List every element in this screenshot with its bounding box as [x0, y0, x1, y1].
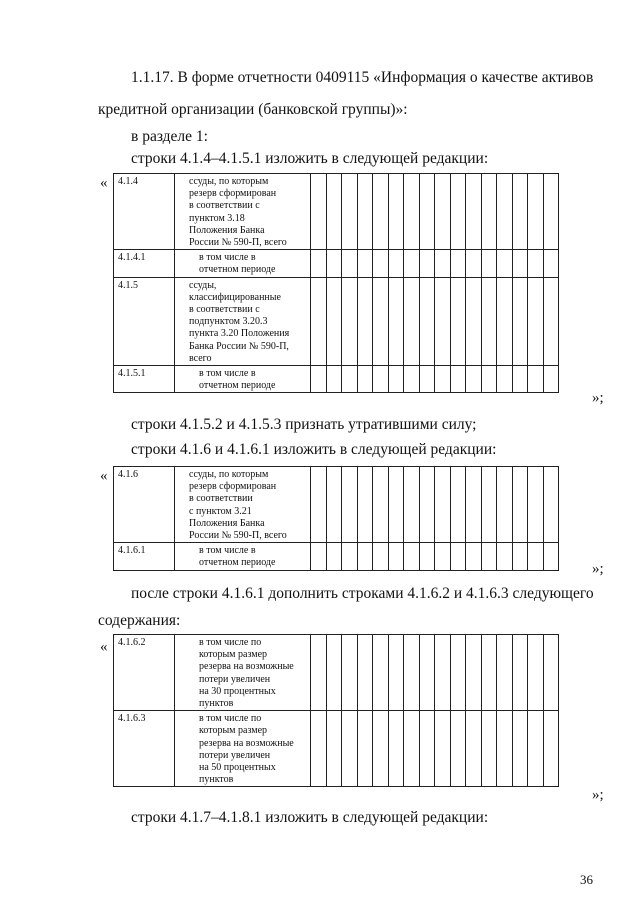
- value-cell: [342, 543, 358, 570]
- table-row: [114, 366, 559, 393]
- value-cell: [326, 250, 342, 277]
- row-description-line: отчетном периоде: [199, 380, 276, 392]
- value-cell: [388, 366, 404, 393]
- report-table-1: [113, 173, 559, 393]
- row-description-line: классифицированные: [189, 291, 281, 303]
- quote-close-2: »;: [592, 561, 604, 577]
- value-cell: [388, 543, 404, 570]
- value-cell: [404, 467, 420, 543]
- value-cell: [357, 467, 373, 543]
- value-cell: [481, 366, 497, 393]
- row-description-line: России № 590-П, всего: [189, 237, 287, 249]
- row-description-line: пунктом 3.18: [189, 212, 245, 224]
- row-description-line: подпунктом 3.20.3: [189, 316, 268, 328]
- value-cell: [450, 366, 466, 393]
- value-cell: [466, 711, 482, 787]
- paragraph-7: строки 4.1.7–4.1.8.1 изложить в следующей редакции:: [131, 809, 489, 826]
- value-cell: [497, 467, 513, 543]
- row-description-line: резерва на возможные: [199, 661, 294, 673]
- table-row: [114, 467, 559, 543]
- row-code: 4.1.6: [114, 467, 175, 543]
- value-cell: [404, 635, 420, 711]
- value-cell: [357, 711, 373, 787]
- value-cell: [512, 543, 528, 570]
- value-cell: [388, 711, 404, 787]
- value-cell: [481, 711, 497, 787]
- row-code: 4.1.5.1: [114, 366, 175, 393]
- value-cell: [357, 277, 373, 365]
- value-cell: [311, 711, 327, 787]
- row-description-line: в том числе по: [199, 713, 262, 725]
- row-description-line: на 50 процентных: [199, 762, 276, 774]
- value-cell: [450, 543, 466, 570]
- value-cell: [342, 277, 358, 365]
- value-cell: [450, 174, 466, 250]
- paragraph-4: строки 4.1.5.2 и 4.1.5.3 признать утратившими силу;: [131, 416, 477, 433]
- row-description-line: ссуды, по которым: [189, 469, 269, 480]
- value-cell: [435, 711, 451, 787]
- value-cell: [481, 250, 497, 277]
- row-code: 4.1.5: [114, 277, 175, 365]
- value-cell: [543, 711, 559, 787]
- value-cell: [342, 711, 358, 787]
- row-description-line: резерв сформирован: [189, 481, 277, 493]
- value-cell: [357, 174, 373, 250]
- value-cell: [466, 250, 482, 277]
- value-cell: [466, 277, 482, 365]
- quote-close-3: »;: [592, 787, 604, 803]
- value-cell: [528, 635, 544, 711]
- value-cell: [419, 366, 435, 393]
- row-description-line: отчетном периоде: [199, 264, 276, 276]
- value-cell: [373, 635, 389, 711]
- value-cell: [543, 277, 559, 365]
- quote-close-1: »;: [592, 390, 604, 406]
- paragraph-2: в разделе 1:: [131, 128, 208, 145]
- value-cell: [435, 366, 451, 393]
- value-cell: [481, 277, 497, 365]
- value-cell: [481, 635, 497, 711]
- value-cell: [435, 635, 451, 711]
- value-cell: [543, 250, 559, 277]
- value-cell: [466, 467, 482, 543]
- value-cell: [450, 711, 466, 787]
- value-cell: [435, 543, 451, 570]
- value-cell: [497, 543, 513, 570]
- value-cell: [512, 250, 528, 277]
- value-cell: [373, 467, 389, 543]
- value-cell: [419, 174, 435, 250]
- quote-open-1: «: [100, 175, 108, 191]
- value-cell: [543, 635, 559, 711]
- paragraph-1b: кредитной организации (банковской группы)»:: [98, 101, 408, 118]
- value-cell: [388, 467, 404, 543]
- value-cell: [357, 250, 373, 277]
- paragraph-3: строки 4.1.4–4.1.5.1 изложить в следующей редакции:: [131, 150, 489, 167]
- paragraph-1a: 1.1.17. В форме отчетности 0409115 «Информация о качестве активов: [131, 69, 594, 86]
- value-cell: [466, 366, 482, 393]
- value-cell: [404, 277, 420, 365]
- value-cell: [342, 366, 358, 393]
- value-cell: [419, 467, 435, 543]
- row-description-line: потери увеличен: [199, 673, 271, 685]
- row-description-line: резерва на возможные: [199, 737, 294, 749]
- value-cell: [388, 635, 404, 711]
- table-row: [114, 635, 559, 711]
- value-cell: [311, 635, 327, 711]
- row-description-line: Положения Банка: [189, 517, 265, 529]
- value-cell: [311, 366, 327, 393]
- value-cell: [326, 174, 342, 250]
- value-cell: [481, 467, 497, 543]
- table-row: [114, 174, 559, 250]
- row-description-line: пунктов: [199, 698, 234, 710]
- value-cell: [528, 711, 544, 787]
- value-cell: [528, 467, 544, 543]
- value-cell: [528, 543, 544, 570]
- value-cell: [326, 543, 342, 570]
- value-cell: [357, 366, 373, 393]
- row-description-line: ссуды,: [189, 279, 217, 291]
- table-row: [114, 711, 559, 787]
- value-cell: [311, 543, 327, 570]
- value-cell: [528, 277, 544, 365]
- report-table-3: [113, 634, 559, 787]
- paragraph-6b: содержания:: [98, 612, 181, 629]
- value-cell: [373, 366, 389, 393]
- row-description: [175, 174, 311, 250]
- value-cell: [435, 467, 451, 543]
- value-cell: [419, 635, 435, 711]
- value-cell: [450, 635, 466, 711]
- value-cell: [497, 277, 513, 365]
- value-cell: [311, 250, 327, 277]
- value-cell: [450, 277, 466, 365]
- table-row: [114, 543, 559, 570]
- row-description: [175, 543, 311, 570]
- row-description: [175, 635, 311, 711]
- value-cell: [497, 711, 513, 787]
- value-cell: [373, 711, 389, 787]
- value-cell: [311, 467, 327, 543]
- value-cell: [404, 174, 420, 250]
- row-description: [175, 277, 311, 365]
- row-description-line: всего: [189, 352, 212, 364]
- report-table-2: [113, 466, 559, 571]
- value-cell: [543, 467, 559, 543]
- row-description-line: в соответствии: [189, 493, 253, 505]
- value-cell: [342, 635, 358, 711]
- value-cell: [373, 250, 389, 277]
- value-cell: [512, 467, 528, 543]
- value-cell: [419, 543, 435, 570]
- value-cell: [481, 543, 497, 570]
- value-cell: [342, 467, 358, 543]
- value-cell: [528, 174, 544, 250]
- value-cell: [528, 366, 544, 393]
- value-cell: [543, 174, 559, 250]
- value-cell: [497, 366, 513, 393]
- value-cell: [357, 635, 373, 711]
- table-row: [114, 277, 559, 365]
- value-cell: [404, 366, 420, 393]
- value-cell: [388, 174, 404, 250]
- value-cell: [373, 277, 389, 365]
- quote-open-3: «: [100, 639, 108, 655]
- row-description-line: которым размер: [199, 725, 268, 737]
- row-description-line: Положения Банка: [189, 224, 265, 236]
- value-cell: [404, 543, 420, 570]
- value-cell: [512, 277, 528, 365]
- quote-open-2: «: [100, 468, 108, 484]
- value-cell: [466, 635, 482, 711]
- value-cell: [311, 174, 327, 250]
- value-cell: [512, 711, 528, 787]
- value-cell: [342, 174, 358, 250]
- value-cell: [543, 366, 559, 393]
- value-cell: [326, 366, 342, 393]
- value-cell: [419, 277, 435, 365]
- value-cell: [435, 250, 451, 277]
- value-cell: [435, 277, 451, 365]
- row-description-line: которым размер: [199, 649, 268, 661]
- value-cell: [388, 277, 404, 365]
- value-cell: [497, 635, 513, 711]
- row-description: [175, 711, 311, 787]
- row-description-line: в том числе в: [199, 545, 256, 557]
- value-cell: [512, 635, 528, 711]
- row-code: 4.1.6.2: [114, 635, 175, 711]
- value-cell: [466, 543, 482, 570]
- row-description: [175, 366, 311, 393]
- table-row: [114, 250, 559, 277]
- row-description-line: с пунктом 3.21: [189, 505, 252, 517]
- row-description-line: пунктов: [199, 774, 234, 786]
- page-number: 36: [580, 872, 593, 887]
- value-cell: [326, 635, 342, 711]
- value-cell: [481, 174, 497, 250]
- value-cell: [419, 711, 435, 787]
- value-cell: [497, 250, 513, 277]
- value-cell: [326, 711, 342, 787]
- value-cell: [311, 277, 327, 365]
- value-cell: [326, 467, 342, 543]
- paragraph-6a: после строки 4.1.6.1 дополнить строками 4.1.6.2 и 4.1.6.3 следующего: [131, 585, 594, 602]
- value-cell: [512, 174, 528, 250]
- row-description-line: России № 590-П, всего: [189, 530, 287, 542]
- value-cell: [528, 250, 544, 277]
- paragraph-5: строки 4.1.6 и 4.1.6.1 изложить в следующей редакции:: [131, 441, 497, 458]
- value-cell: [342, 250, 358, 277]
- row-code: 4.1.4.1: [114, 250, 175, 277]
- value-cell: [404, 711, 420, 787]
- row-description-line: в том числе по: [199, 637, 262, 648]
- value-cell: [419, 250, 435, 277]
- value-cell: [543, 543, 559, 570]
- value-cell: [373, 174, 389, 250]
- row-description: [175, 250, 311, 277]
- value-cell: [450, 250, 466, 277]
- row-description-line: ссуды, по которым: [189, 176, 269, 187]
- row-code: 4.1.4: [114, 174, 175, 250]
- row-description-line: отчетном периоде: [199, 557, 276, 569]
- value-cell: [497, 174, 513, 250]
- row-description-line: на 30 процентных: [199, 685, 276, 697]
- value-cell: [404, 250, 420, 277]
- value-cell: [450, 467, 466, 543]
- row-description-line: в соответствии с: [189, 304, 260, 316]
- row-description: [175, 467, 311, 543]
- row-description-line: в соответствии с: [189, 200, 260, 212]
- value-cell: [373, 543, 389, 570]
- row-description-line: в том числе в: [199, 252, 256, 264]
- value-cell: [388, 250, 404, 277]
- row-description-line: Банка России № 590-П,: [189, 340, 289, 352]
- value-cell: [326, 277, 342, 365]
- value-cell: [466, 174, 482, 250]
- value-cell: [435, 174, 451, 250]
- row-description-line: в том числе в: [199, 368, 256, 380]
- row-description-line: потери увеличен: [199, 749, 271, 761]
- row-description-line: пункта 3.20 Положения: [189, 328, 290, 340]
- row-code: 4.1.6.3: [114, 711, 175, 787]
- value-cell: [512, 366, 528, 393]
- row-description-line: резерв сформирован: [189, 188, 277, 200]
- value-cell: [357, 543, 373, 570]
- row-code: 4.1.6.1: [114, 543, 175, 570]
